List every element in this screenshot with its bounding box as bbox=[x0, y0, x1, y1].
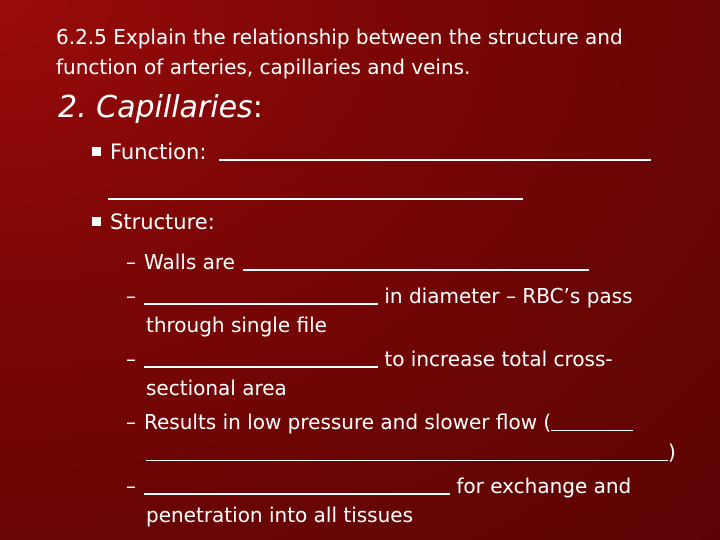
structure-item-diameter bbox=[126, 284, 632, 308]
results-close-paren: ) bbox=[668, 440, 676, 464]
dash-bullet: – bbox=[126, 474, 136, 498]
dash-bullet: – bbox=[126, 347, 136, 371]
structure-label: Structure: bbox=[110, 210, 215, 234]
dash-bullet: – bbox=[126, 284, 136, 308]
results-open-paren: ( bbox=[543, 410, 552, 434]
header-line-1: 6.2.5 Explain the relationship between the structure and bbox=[56, 25, 623, 49]
increase-blank bbox=[144, 348, 378, 368]
slide-title bbox=[58, 90, 263, 125]
exchange-blank bbox=[144, 475, 450, 495]
structure-item-increase-cont: sectional area bbox=[146, 376, 287, 400]
function-blank-2 bbox=[108, 180, 523, 200]
walls-text: Walls are bbox=[144, 250, 235, 274]
diameter-text: in diameter – RBC’s pass bbox=[384, 284, 633, 308]
structure-item-exchange-cont: penetration into all tissues bbox=[146, 503, 414, 527]
dash-bullet: – bbox=[126, 250, 136, 274]
increase-text: to increase total cross- bbox=[384, 347, 613, 371]
slide-header bbox=[56, 22, 696, 82]
function-blank-2-row bbox=[108, 180, 523, 202]
title-colon: : bbox=[252, 90, 263, 125]
walls-blank bbox=[243, 251, 589, 271]
results-blank-1 bbox=[551, 412, 633, 431]
diameter-blank bbox=[144, 285, 378, 305]
square-bullet-icon bbox=[92, 217, 101, 226]
results-text: Results in low pressure and slower flow bbox=[144, 410, 538, 434]
dash-bullet: – bbox=[126, 410, 136, 434]
square-bullet-icon bbox=[92, 147, 101, 156]
exchange-text: for exchange and bbox=[456, 474, 632, 498]
structure-item-results bbox=[126, 410, 633, 434]
structure-item-diameter-cont: through single file bbox=[146, 313, 327, 337]
bullet-function bbox=[92, 140, 651, 164]
title-text: 2. Capillaries bbox=[58, 90, 253, 125]
structure-item-walls bbox=[126, 250, 589, 274]
results-blank-2 bbox=[146, 442, 668, 461]
structure-item-increase bbox=[126, 347, 613, 371]
bullet-structure bbox=[92, 210, 215, 234]
structure-item-results-cont bbox=[146, 440, 676, 464]
function-blank-1 bbox=[219, 141, 651, 161]
header-line-2: function of arteries, capillaries and veins. bbox=[56, 55, 471, 79]
function-label: Function: bbox=[110, 140, 207, 164]
structure-item-exchange bbox=[126, 474, 631, 498]
